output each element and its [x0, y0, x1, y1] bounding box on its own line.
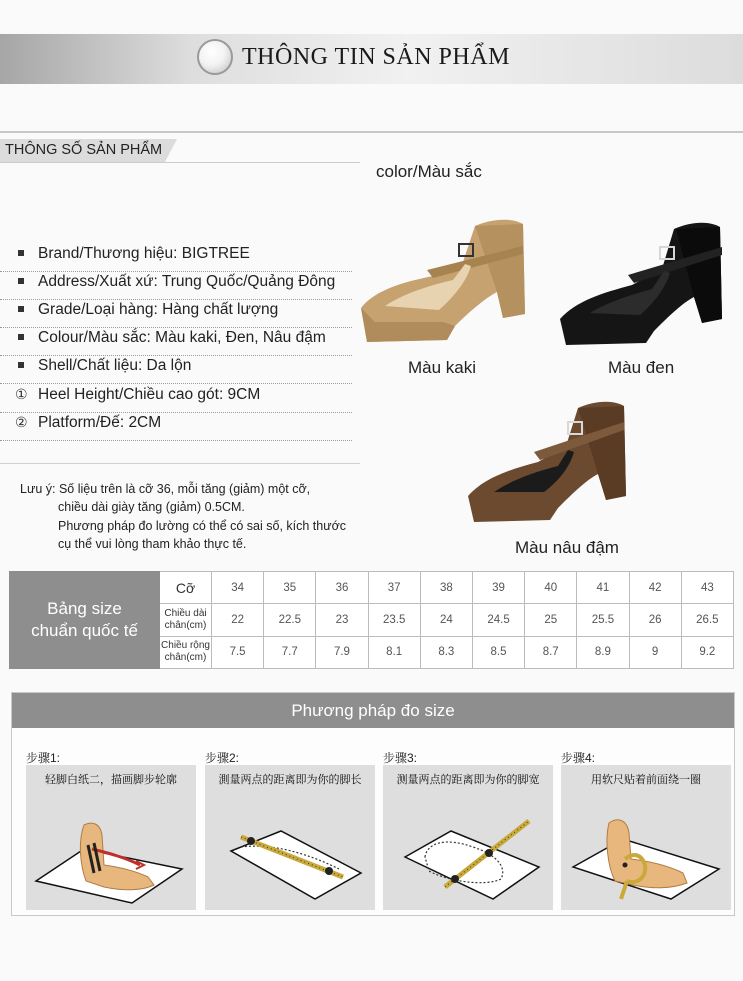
size-cell: 34 — [212, 572, 264, 604]
length-cell: 26.5 — [681, 604, 733, 636]
size-table-title — [10, 572, 160, 669]
step-label: 步骤1: — [26, 751, 61, 765]
spec-text: Heel Height/Chiều cao gót: 9CM — [38, 386, 261, 403]
size-cell: 42 — [629, 572, 681, 604]
length-cell: 26 — [629, 604, 681, 636]
size-cell: 41 — [577, 572, 629, 604]
size-cell: 39 — [472, 572, 524, 604]
width-cell: 8.1 — [368, 636, 420, 668]
size-table-title-line: chuẩn quốc tế — [31, 621, 138, 640]
step-card — [26, 765, 196, 910]
size-table — [9, 571, 734, 669]
banner-circle-icon — [197, 39, 233, 75]
color-label: color/Màu sắc — [376, 162, 482, 181]
spec-row-colour — [0, 327, 352, 356]
length-cell: 23 — [316, 604, 368, 636]
section-tag-tip — [165, 139, 177, 162]
spec-text: Colour/Màu sắc: Màu kaki, Đen, Nâu đậm — [38, 329, 326, 346]
shoe-brown-image — [464, 392, 634, 524]
size-cell: 36 — [316, 572, 368, 604]
note-line: chiều dài giày tăng (giảm) 0.5CM. — [58, 500, 245, 514]
divider — [0, 463, 360, 464]
bullet-icon — [18, 362, 24, 368]
note-line: cụ thể vui lòng tham khảo thực tế. — [58, 537, 247, 551]
color-name-black: Màu đen — [608, 358, 675, 377]
size-table-title-line: Bảng size — [47, 599, 122, 618]
length-cell: 22 — [212, 604, 264, 636]
shoe-khaki-image — [355, 210, 533, 345]
step-desc: 測量两点的距离即为你的脚长 — [218, 774, 362, 786]
section-tag — [0, 139, 165, 162]
width-cell: 8.5 — [472, 636, 524, 668]
spec-row-grade — [0, 299, 352, 328]
size-cell: 40 — [525, 572, 577, 604]
step-card — [383, 765, 553, 910]
size-cell: 38 — [420, 572, 472, 604]
spec-row-material — [0, 355, 352, 384]
foot-outline-illustration — [32, 795, 190, 905]
note-line: Phương pháp đo lường có thể có sai số, kích thước — [58, 519, 347, 533]
size-cell: 37 — [368, 572, 420, 604]
row-label-width: Chiều rộng chân(cm) — [160, 636, 212, 668]
bullet-icon — [18, 334, 24, 340]
spec-row-brand — [0, 243, 352, 272]
length-cell: 25 — [525, 604, 577, 636]
step-label: 步骤4: — [561, 751, 596, 765]
method-panel — [11, 692, 735, 916]
width-cell: 8.7 — [525, 636, 577, 668]
divider — [0, 162, 360, 163]
width-cell: 7.7 — [264, 636, 316, 668]
width-cell: 9.2 — [681, 636, 733, 668]
size-cell: 43 — [681, 572, 733, 604]
method-title: Phương pháp đo size — [291, 701, 455, 720]
width-cell: 7.9 — [316, 636, 368, 668]
spec-text: Address/Xuất xứ: Trung Quốc/Quảng Đông — [38, 273, 336, 290]
spec-row-address — [0, 271, 352, 300]
number-marker: ② — [15, 414, 28, 430]
bullet-icon — [18, 278, 24, 284]
spec-text: Platform/Đế: 2CM — [38, 414, 162, 431]
foot-width-illustration — [389, 795, 547, 905]
length-cell: 24.5 — [472, 604, 524, 636]
color-name-brown: Màu nâu đậm — [515, 538, 619, 557]
spec-text: Shell/Chất liệu: Da lộn — [38, 357, 192, 374]
spec-text: Grade/Loại hàng: Hàng chất lượng — [38, 301, 279, 318]
foot-length-illustration — [211, 795, 369, 905]
row-label-size: Cỡ — [160, 572, 212, 604]
spec-row-platform — [0, 412, 352, 441]
step-label: 步骤2: — [205, 751, 240, 765]
step-desc: 轻脚白纸二，描画脚步轮廓 — [45, 774, 177, 786]
size-cell: 35 — [264, 572, 316, 604]
width-cell: 9 — [629, 636, 681, 668]
width-cell: 8.9 — [577, 636, 629, 668]
length-cell: 25.5 — [577, 604, 629, 636]
step-card — [561, 765, 731, 910]
page-title: THÔNG TIN SẢN PHẨM — [242, 44, 510, 70]
spec-text: Brand/Thương hiệu: BIGTREE — [38, 245, 250, 262]
tape-measure-illustration — [567, 795, 725, 905]
width-cell: 8.3 — [420, 636, 472, 668]
step-desc: 用软尺贴着前面绕一圈 — [591, 774, 701, 786]
step-desc: 测量两点的距离即为你的脚宽 — [396, 774, 540, 786]
note-line: Lưu ý: Số liệu trên là cỡ 36, mỗi tăng (giảm) một cỡ, — [20, 482, 311, 496]
step-card — [205, 765, 375, 910]
row-label-length: Chiều dài chân(cm) — [160, 604, 212, 636]
length-cell: 23.5 — [368, 604, 420, 636]
color-name-khaki: Màu kaki — [408, 358, 477, 377]
header-banner — [0, 34, 743, 84]
length-cell: 24 — [420, 604, 472, 636]
length-cell: 22.5 — [264, 604, 316, 636]
spec-row-heel — [0, 384, 352, 413]
number-marker: ① — [15, 386, 28, 402]
method-header — [12, 693, 734, 728]
shoe-black-image — [556, 215, 732, 347]
width-cell: 7.5 — [212, 636, 264, 668]
divider — [0, 131, 743, 133]
section-title: THÔNG SỐ SẢN PHẨM — [5, 142, 163, 158]
step-label: 步骤3: — [383, 751, 418, 765]
bullet-icon — [18, 306, 24, 312]
bullet-icon — [18, 250, 24, 256]
